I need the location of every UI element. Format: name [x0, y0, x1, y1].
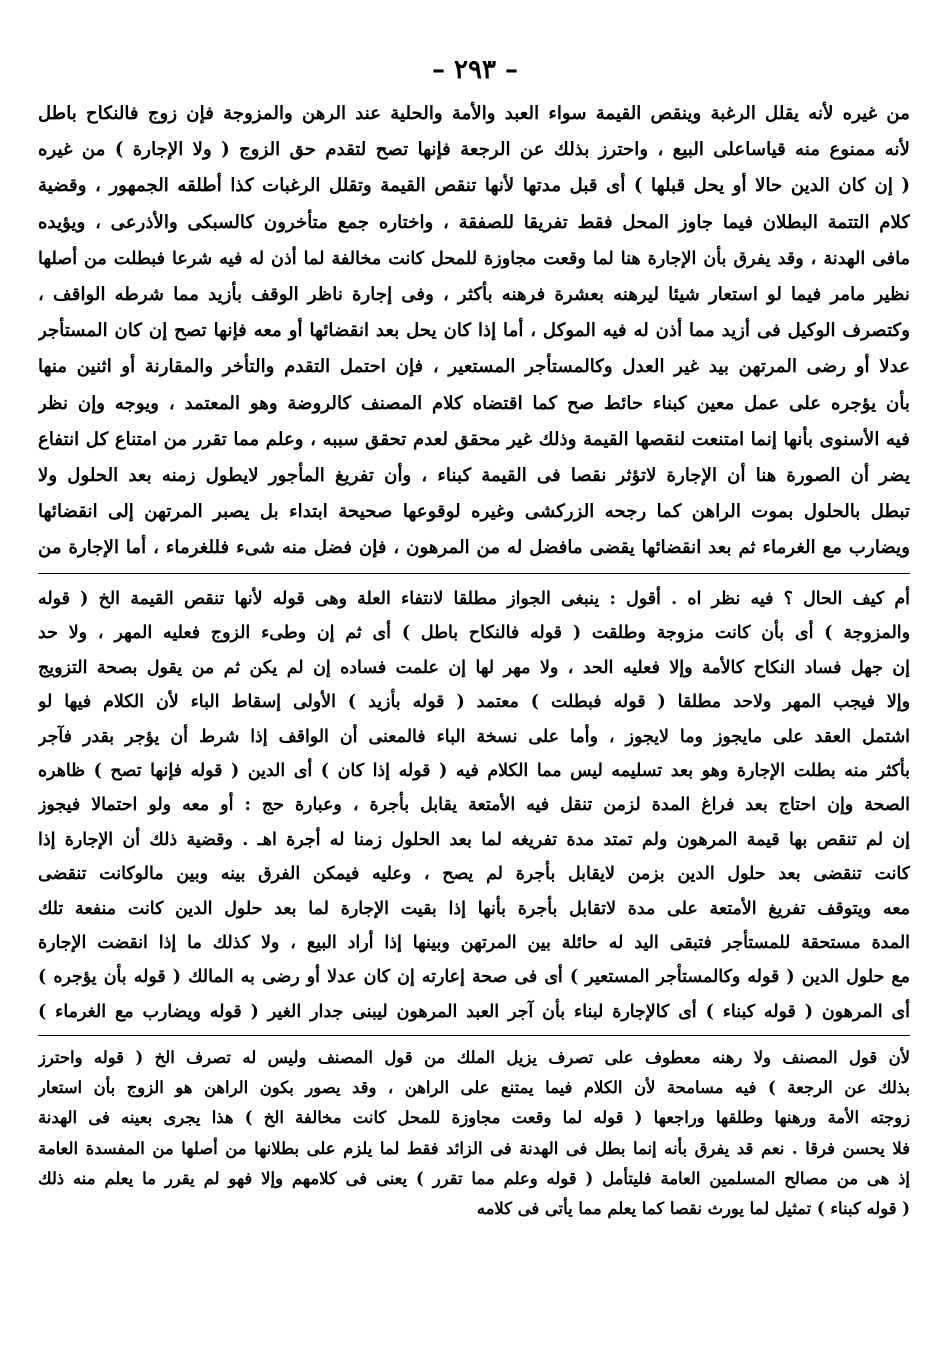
footnote-line: لأن قول المصنف ولا رهنه معطوف على تصرف يزيل الملك من قول المصنف وليس له تصرف الخ ( قوله واحترز: [38, 1048, 910, 1067]
commentary-line: معه ويتوقف تفريغ الأمتعة على مدة لاتقابل بأجرة بأنها إذا بقيت الإجارة لما بعد حلول الدين كانت منفعة تلك: [38, 898, 910, 919]
main-text-line: من غيره لأنه يقلل الرغبة وينقص القيمة سواء العبد والأمة والحلية عند الرهن والمزوجة فإن زوج فالنكاح باطل: [38, 103, 910, 124]
commentary-line: المدة مستحقة للمستأجر فتبقى اليد له حائلة بين المرتهن وبينها إذا أراد البيع ، ولا كذلك ما إذا انقضت الإجارة: [38, 933, 910, 954]
commentary-line: اشتمل العقد على مايجوز وما لايجوز ، وأما على نسخة الباء فالمعنى أن الواقف إذا شرط أن يؤجر بقدر فآجر: [38, 726, 910, 747]
commentary-line: الصحة وإن احتاج بعد فراغ المدة لزمن تنقل فيه الأمتعة يقابل بأجرة ، وعبارة حج : أو معه ولو احتمالا فيجوز: [38, 795, 910, 816]
commentary-line: أم كيف الحال ؟ فيه نظر اه . أقول : ينبغى الجواز مطلقا لانتفاء العلة وهى قوله لأنها تنقص القيمة الخ ( قوله: [38, 589, 910, 609]
commentary-line: إن جهل فساد النكاح كالأمة وإلا فعليه الحد ، ولا مهر لها إن علمت فساده إن لم يكن ثم من يقول بصحة التزويج: [38, 657, 910, 678]
page-number: – ٢٩٣ –: [431, 55, 519, 85]
main-text-line: عدلا أو رضى المرتهن بيد غير العدل وكالمستأجر المستعير ، فإن احتمل التقدم والتأخر والمقارنة أو اثنين منها: [38, 356, 910, 378]
main-text-line: بأن يؤجره على عمل معين كبناء حائط صح كما اقتضاه كلام المصنف كالروضة وهو المعتمد ، ويوجه وإن نظر: [38, 392, 910, 414]
footnote-line: بذلك عن الرجعة ) فيه مسامحة لأن الكلام فيما يمتنع على الراهن ، وقد يصور بكون الراهن هو الزوج بأن استعار: [38, 1078, 910, 1098]
commentary-line: وإلا فيجب المهر ولاحد مطلقا ( قوله فبطلت ) معتمد ( قوله بأزيد ) الأولى إسقاط الباء لأن الكلام فيها لو: [38, 692, 910, 713]
main-text-line: نظير مامر فيما لو استعار شيئا ليرهنه بعشرة فرهنه بأكثر ، وفى إجارة ناظر الوقف بأزيد مما شرطه الواقف ،: [38, 284, 910, 306]
commentary-line: مع حلول الدين ( قوله وكالمستأجر المستعير ) أى فى صحة إعارته إن كان عدلا أو رضى به المالك ( قوله بأن يؤجره ): [38, 967, 910, 988]
commentary-line: كانت تنقضى بعد حلول الدين بزمن لايقابل بأجرة لم يصح ، وعليه فيمكن الفرق بينه وبين مالوكانت تنقضى: [38, 864, 910, 885]
main-text-line: ( إن كان الدين حالا أو يحل قبلها ) أى قبل مدتها لأنها تنقص القيمة وتقلل الرغبات كذا أطلقه الجمهور ، وقضية: [38, 175, 910, 197]
footnote-line: إذ هى من مصالح المسلمين العامة فليتأمل ( قوله وعلم مما تقرر ) يعنى فى كلامهم وإلا فهو لم يقرر ما يعلم منه ذلك: [38, 1168, 910, 1188]
section-divider: [38, 1035, 910, 1036]
commentary-line: والمزوجة ) أى بأن كانت مزوجة وطلقت ( قوله فالنكاح باطل ) أى ثم إن وطىء الزوج فعليه المهر ، ولا حد: [38, 623, 910, 644]
main-text-line: ويضارب مع الغرماء ثم بعد انقضائها يقضى مافضل له من المرهون ، فإن فضل منه شىء فللغرماء ، أما الإجارة من: [38, 537, 910, 559]
commentary-block: [38, 582, 910, 1030]
main-text-line: مافى الهدنة ، وقد يفرق بأن الإجارة هنا لما وقعت مجاوزة للمحل كانت مخالفة لما أذن له فيه شرعا فبطلت من أصلها: [38, 247, 910, 269]
footnote-block: [38, 1043, 910, 1348]
main-text-line: لأنه ممنوع منه قياساعلى البيع ، واحترز بذلك عن الرجعة فإنها تصح لتقدم حق الزوج ( ولا الإجارة ) من غيره: [38, 139, 910, 161]
commentary-line: أى المرهون ( قوله كبناء ) أى كالإجارة لبناء بأن آجر العبد المرهون ليبنى جدار الغير ( قوله ويضارب مع الغرماء ): [38, 1001, 910, 1022]
main-text-line: كلام التتمة البطلان فيما جاوز المحل فقط تفريقا للصفقة ، واختاره جمع متأخرون كالسبكى والأذرعى ، ويؤيده: [38, 211, 910, 233]
footnote-line: زوجته الأمة ورهنها وطلقها وراجعها ( قوله لما وقعت مجاوزة للمحل كانت مخالفة الخ ) هذا يجرى بعينه فى الهدنة: [38, 1108, 910, 1128]
commentary-line: بأكثر منه بطلت الإجارة وهو بعد تسليمه ليس مما الكلام فيه ( قوله إذا كان ) أى الدين ( قوله فإنها تصح ) ظاهره: [38, 761, 910, 782]
main-text-line: تبطل بالحلول بموت الراهن كما رجحه الزركشى وغيره لوقوعها صحيحة ابتداء بل يصبر المرتهن إلى انقضائها: [38, 501, 910, 523]
main-text-line: يضر أن الصورة هنا أن الإجارة لاتؤثر نقصا فى القيمة كبناء ، وأن تفريغ المأجور لايطول زمنه بعد الحلول ولا: [38, 465, 910, 487]
main-text-block: [38, 96, 910, 568]
footnote-line: فلا يحسن فرقا . نعم قد يفرق بأنه إنما بطل فى الهدنة فى الزائد فقط لما يلزم على بطلانها من أصلها من المفسدة العامة: [38, 1138, 910, 1158]
main-text-line: وكتصرف الوكيل فى أزيد مما أذن له فيه الموكل ، أما إذا كان يحل بعد انقضائها أو معه فإنها تصح إن كان المستأجر: [38, 320, 910, 342]
commentary-line: إن لم تنقص بها قيمة المرهون ولم تمتد مدة تفريغه لما بعد الحلول زمنا له أجرة اهـ . وقضية ذلك أن الإجارة إذا: [38, 829, 910, 850]
section-divider: [38, 573, 910, 574]
main-text-line: فيه الأسنوى بأنها إنما امتنعت لنقصها القيمة وذلك غير محقق لعدم تحقق سببه ، وعلم مما تقرر من امتناع كل انتفاع: [38, 428, 910, 450]
footnote-line: ( قوله كبناء ) تمثيل لما يورث نقصا كما يعلم مما يأتى فى كلامه: [476, 1199, 910, 1219]
